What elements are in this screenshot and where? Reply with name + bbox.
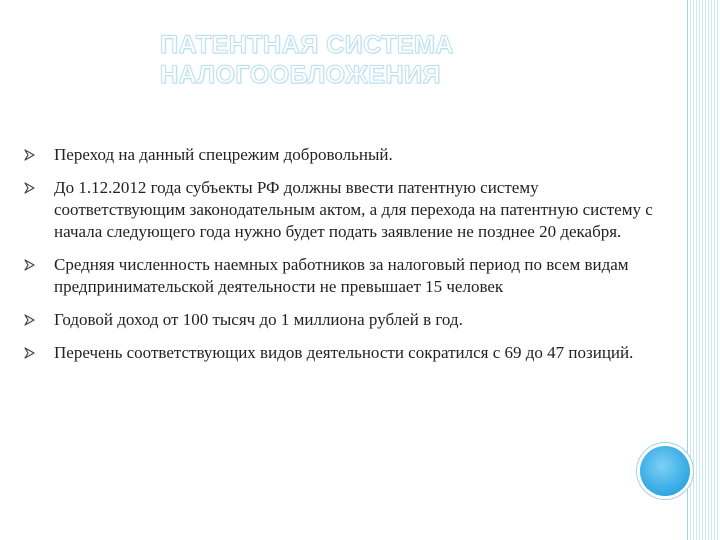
bullet-text: До 1.12.2012 года субъекты РФ должны ввести патентную систему соответствующим законодательным актом, а для перехода на патентную систему с начала следующего года нужно будет подать заявление не позднее 20 декабря. — [54, 178, 653, 241]
bullet-text: Перечень соответствующих видов деятельности сократился с 69 до 47 позиций. — [54, 343, 634, 362]
arrowhead-bullet-icon — [24, 149, 35, 161]
bullet-item — [24, 254, 654, 298]
arrowhead-bullet-icon — [24, 182, 35, 194]
arrowhead-bullet-icon — [24, 347, 35, 359]
arrowhead-bullet-icon — [24, 259, 35, 271]
bullet-list — [24, 144, 654, 375]
right-striped-border — [688, 0, 720, 540]
bullet-text: Годовой доход от 100 тысяч до 1 миллиона рублей в год. — [54, 310, 463, 329]
decorative-circle — [640, 446, 690, 496]
bullet-item — [24, 177, 654, 243]
bullet-text: Средняя численность наемных работников за налоговый период по всем видам предпринимательской деятельности не превышает 15 человек — [54, 255, 629, 296]
bullet-text: Переход на данный спецрежим добровольный. — [54, 145, 393, 164]
bullet-item — [24, 144, 654, 166]
title-line-1: ПАТЕНТНАЯ СИСТЕМА — [160, 31, 454, 59]
bullet-item — [24, 342, 654, 364]
arrowhead-bullet-icon — [24, 314, 35, 326]
bullet-item — [24, 309, 654, 331]
title-line-2: НАЛОГООБЛОЖЕНИЯ — [160, 61, 441, 89]
slide-title — [160, 30, 580, 90]
